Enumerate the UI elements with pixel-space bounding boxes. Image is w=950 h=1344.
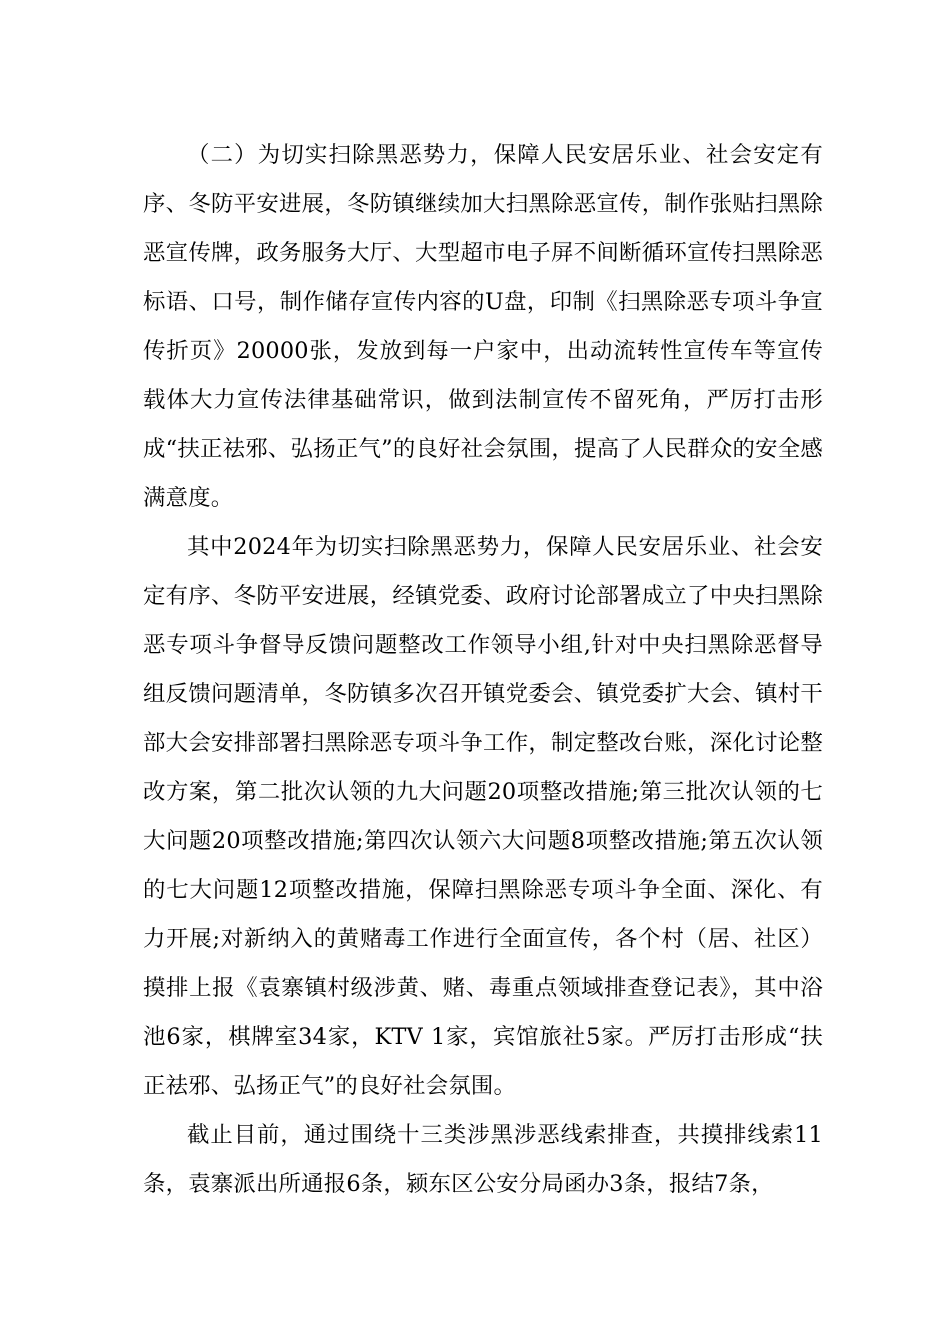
paragraph-clue-investigation: 截止目前，通过围绕十三类涉黑涉恶线索排查，共摸排线索11条，袁寨派出所通报6条，颍东区公安分局函办3条，报结7条， xyxy=(143,1122,823,1197)
paragraph-rectification: 其中2024年为切实扫除黑恶势力，保障人民安居乐业、社会安定有序、冬防平安进展，经镇党委、政府讨论部署成立了中央扫黑除恶专项斗争督导反馈问题整改工作领导小组,针对中央扫黑除恶督导组反馈问题清单，冬防镇多次召开镇党委会、镇党委扩大会、镇村干部大会安排部署扫黑除恶专项斗争工作，制定整改台账，深化讨论整改方案，第二批次认领的九大问题20项整改措施;第三批次认领的七大问题20项整改措施;第四次认领六大问题8项整改措施;第五次认领的七大问题12项整改措施，保障扫黑除恶专项斗争全面、深化、有力开展;对新纳入的黄赌毒工作进行全面宣传，各个村（居、社区）摸排上报《袁寨镇村级涉黄、赌、毒重点领域排查登记表》，其中浴池6家，棋牌室34家，KTV 1家，宾馆旅社5家。严厉打击形成“扶正祛邪、弘扬正气”的良好社会氛围。 xyxy=(143,534,823,1099)
paragraph-publicity: （二）为切实扫除黑恶势力，保障人民安居乐业、社会安定有序、冬防平安进展，冬防镇继续加大扫黑除恶宣传，制作张贴扫黑除恶宣传牌，政务服务大厅、大型超市电子屏不间断循环宣传扫黑除恶标语、口号，制作储存宣传内容的U盘，印制《扫黑除恶专项斗争宣传折页》20000张，发放到每一户家中，出动流转性宣传车等宣传载体大力宣传法律基础常识，做到法制宣传不留死角，严厉打击形成“扶正祛邪、弘扬正气”的良好社会氛围，提高了人民群众的安全感满意度。 xyxy=(143,142,823,511)
